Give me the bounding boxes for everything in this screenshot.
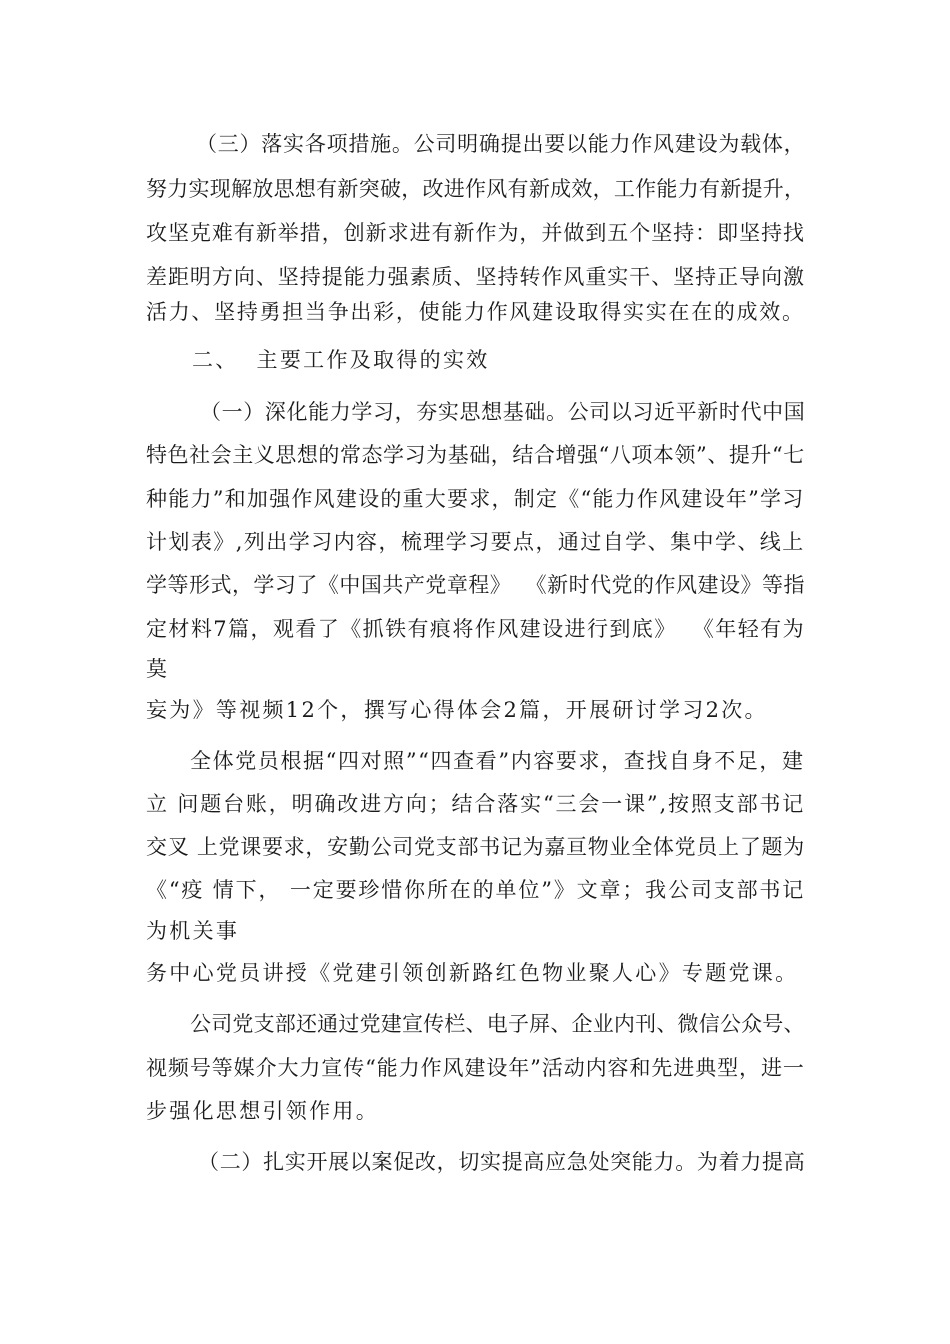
text-line: 《“疫 情下， 一定要珍惜你所在的单位”》文章；我公司支部书记 [146,878,806,902]
text-line: 活力、坚持勇担当争出彩，使能力作风建设取得实实在在的成效。 [146,300,805,324]
text-line: 公司党支部还通过党建宣传栏、电子屏、企业内刊、微信公众号、 [190,1012,805,1036]
text-line: 差距明方向、坚持提能力强素质、坚持转作风重实干、坚持正导向激 [146,265,805,289]
section-heading: 二、 主要工作及取得的实效 [192,348,490,372]
text-line: 学等形式，学习了《中国共产党章程》 《新时代党的作风建设》等指 [146,573,805,597]
text-line: 计划表》,列出学习内容，梳理学习要点，通过自学、集中学、线上 [146,530,805,554]
text-line: 莫 [146,657,170,681]
text-line: 交叉 上党课要求，安勤公司党支部书记为嘉亘物业全体党员上了题为 [146,835,805,859]
text-line: 全体党员根据“四对照”“四查看”内容要求，查找自身不足，建 [190,749,805,773]
text-line: 妄为》等视频12个，撰写心得体会2篇，开展研讨学习2次。 [146,698,768,722]
text-line: 为机关事 [146,919,240,943]
text-line: 定材料7篇，观看了《抓铁有痕将作风建设进行到底》 《年轻有为 [146,617,806,641]
text-line: 立 问题台账，明确改进方向；结合落实“三会一课”,按照支部书记 [146,792,806,816]
text-line: （三）落实各项措施。公司明确提出要以能力作风建设为载体， [196,132,806,156]
text-line: 视频号等媒介大力宣传“能力作风建设年”活动内容和先进典型，进一 [146,1056,805,1080]
text-line: 攻坚克难有新举措，创新求进有新作为，并做到五个坚持：即坚持找 [146,221,805,245]
text-line: 努力实现解放思想有新突破，改进作风有新成效，工作能力有新提升， [146,177,806,201]
text-line: 务中心党员讲授《党建引领创新路红色物业聚人心》专题党课。 [146,961,799,985]
text-line: （一）深化能力学习，夯实思想基础。公司以习近平新时代中国 [200,400,806,424]
text-line: 特色社会主义思想的常态学习为基础，结合增强“八项本领”、提升“七 [146,443,805,467]
text-line: 步强化思想引领作用。 [146,1099,379,1123]
text-line: （二）扎实开展以案促改，切实提高应急处突能力。为着力提高 [198,1150,806,1174]
text-line: 种能力”和加强作风建设的重大要求，制定《“能力作风建设年”学习 [146,487,805,511]
